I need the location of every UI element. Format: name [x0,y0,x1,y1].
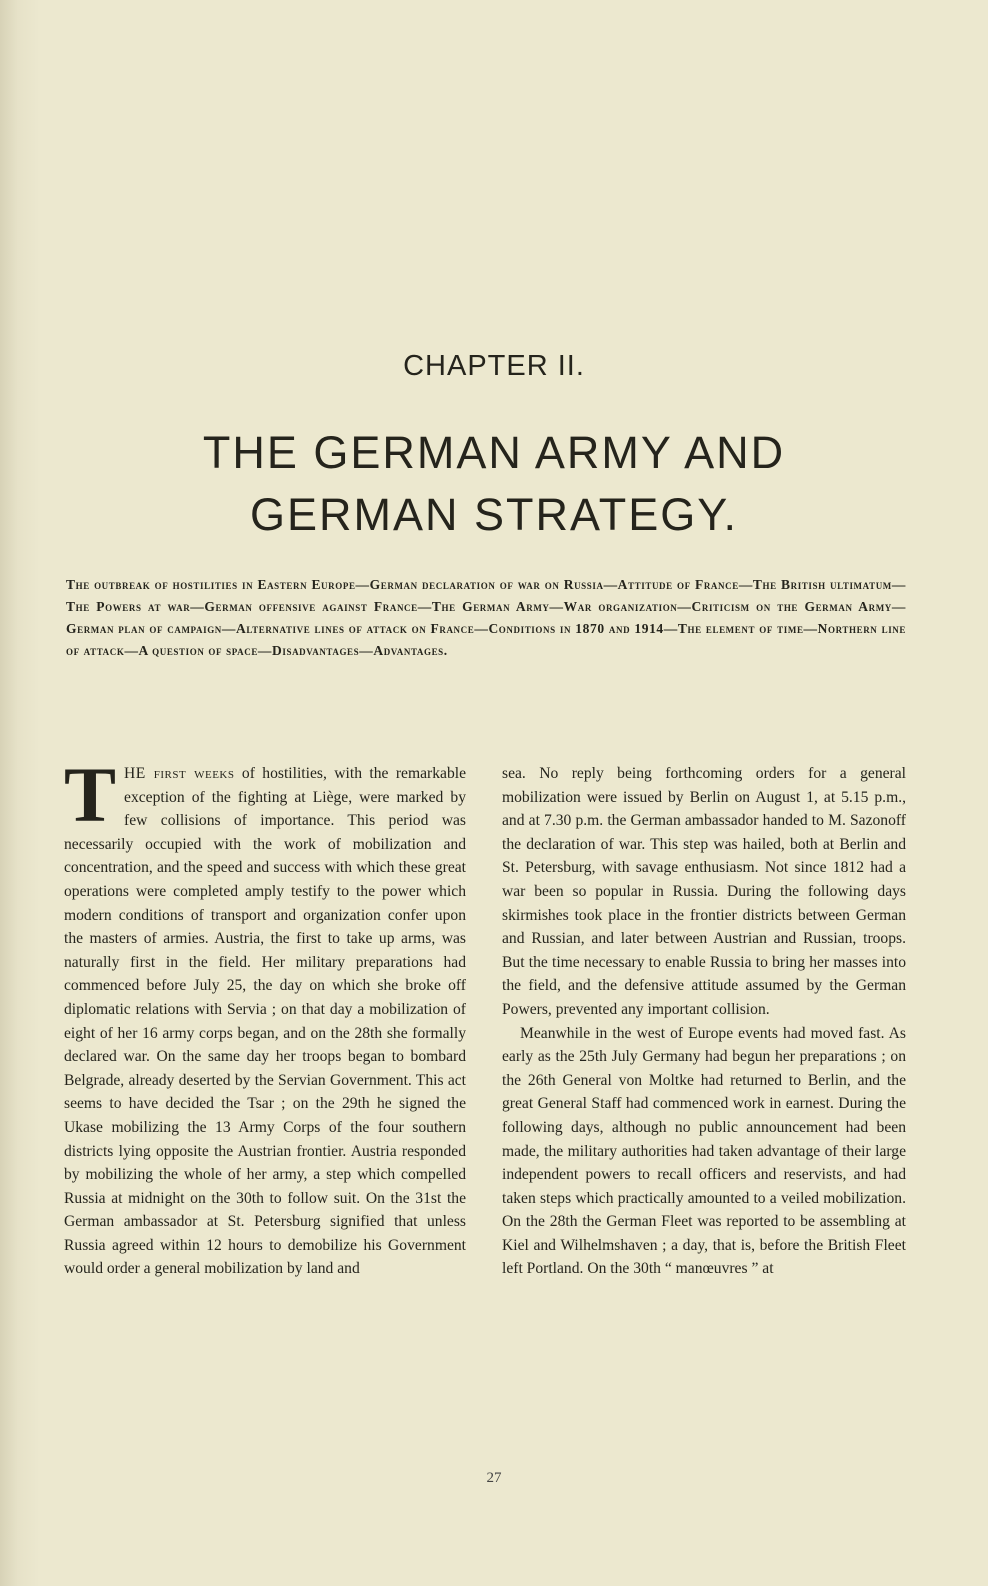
drop-cap: T [64,751,117,838]
left-column [64,751,466,1281]
right-column [502,762,906,1281]
opening-words: HE first weeks [124,765,235,782]
chapter-title-line-1: THE GERMAN ARMY AND [202,427,786,478]
chapter-synopsis: The outbreak of hostilities in Eastern Europe—German declaration of war on Russia—Attitude of France—The British ultimatum—The Powers at war—German offensive against France—The German Army—War organization—Criticism on the German Army—German plan of campaign—Alternative lines of attack on France—Conditions in 1870 and 1914—The element of time—Northern line of attack—A question of space—Disadvantages—Advantages. [66,577,906,658]
chapter-title-line-2: GERMAN STRATEGY. [250,489,738,540]
left-column-text: of hostilities, with the remarkable exception of the fighting at Liège, were marked by few collisions of importance. This period was necessarily occupied with the work of mobilization and concentration, and the speed and success with which these great operations were completed amply testify to the power which modern conditions of transport and organization confer upon the masters of armies. Austria, the first to take up arms, was naturally first in the field. Her military preparations had commenced before July 25, the day on which she broke off diplomatic relations with Servia ; on that day a mobilization of eight of her 16 army corps began, and on the 28th she formally declared war. On the same day her troops began to bombard Belgrade, already deserted by the Servian Government. This act seems to have decided the Tsar ; on the 29th he signed the Ukase mobilizing the 13 Army Corps of the four southern districts lying opposite the Austrian frontier. Austria responded by mobilizing the whole of her army, a step which compelled Russia at midnight on the 30th to follow suit. On the 31st the German ambassador at St. Petersburg signified that unless Russia agreed within 12 hours to demobilize his Government would order a general mobilization by land and [64,765,466,1278]
right-column-paragraph-1: sea. No reply being forthcoming orders for a general mobilization were issued by Berlin on August 1, at 5.15 p.m., and at 7.30 p.m. the German ambassador handed to M. Sazonoff the declaration of war. This step was hailed, both at Berlin and St. Petersburg, with savage enthusiasm. Not since 1812 had a war been so popular in Russia. During the following days skirmishes took place in the frontier districts between German and Russian, and later between Austrian and Russian, troops. But the time necessary to enable Russia to bring her masses into the field, and the defensive attitude assumed by the German Powers, prevented any important collision. [502,765,906,1018]
chapter-number: CHAPTER II. [403,350,585,382]
chapter-title [0,422,988,546]
page-number: 27 [486,1470,502,1486]
right-column-paragraph-2: Meanwhile in the west of Europe events had moved fast. As early as the 25th July Germany had begun her preparations ; on the 26th General von Moltke had returned to Berlin, and the great General Staff had commenced work in earnest. During the following days, although no public announcement had been made, the military authorities had taken advantage of their large independent powers to recall officers and reservists, and had taken steps which practically amounted to a veiled mobilization. On the 28th the German Fleet was reported to be assembling at Kiel and Wilhelmshaven ; a day, that is, before the British Fleet left Portland. On the 30th “ manœuvres ” at [502,1024,906,1278]
opening-paragraph [64,751,466,1281]
